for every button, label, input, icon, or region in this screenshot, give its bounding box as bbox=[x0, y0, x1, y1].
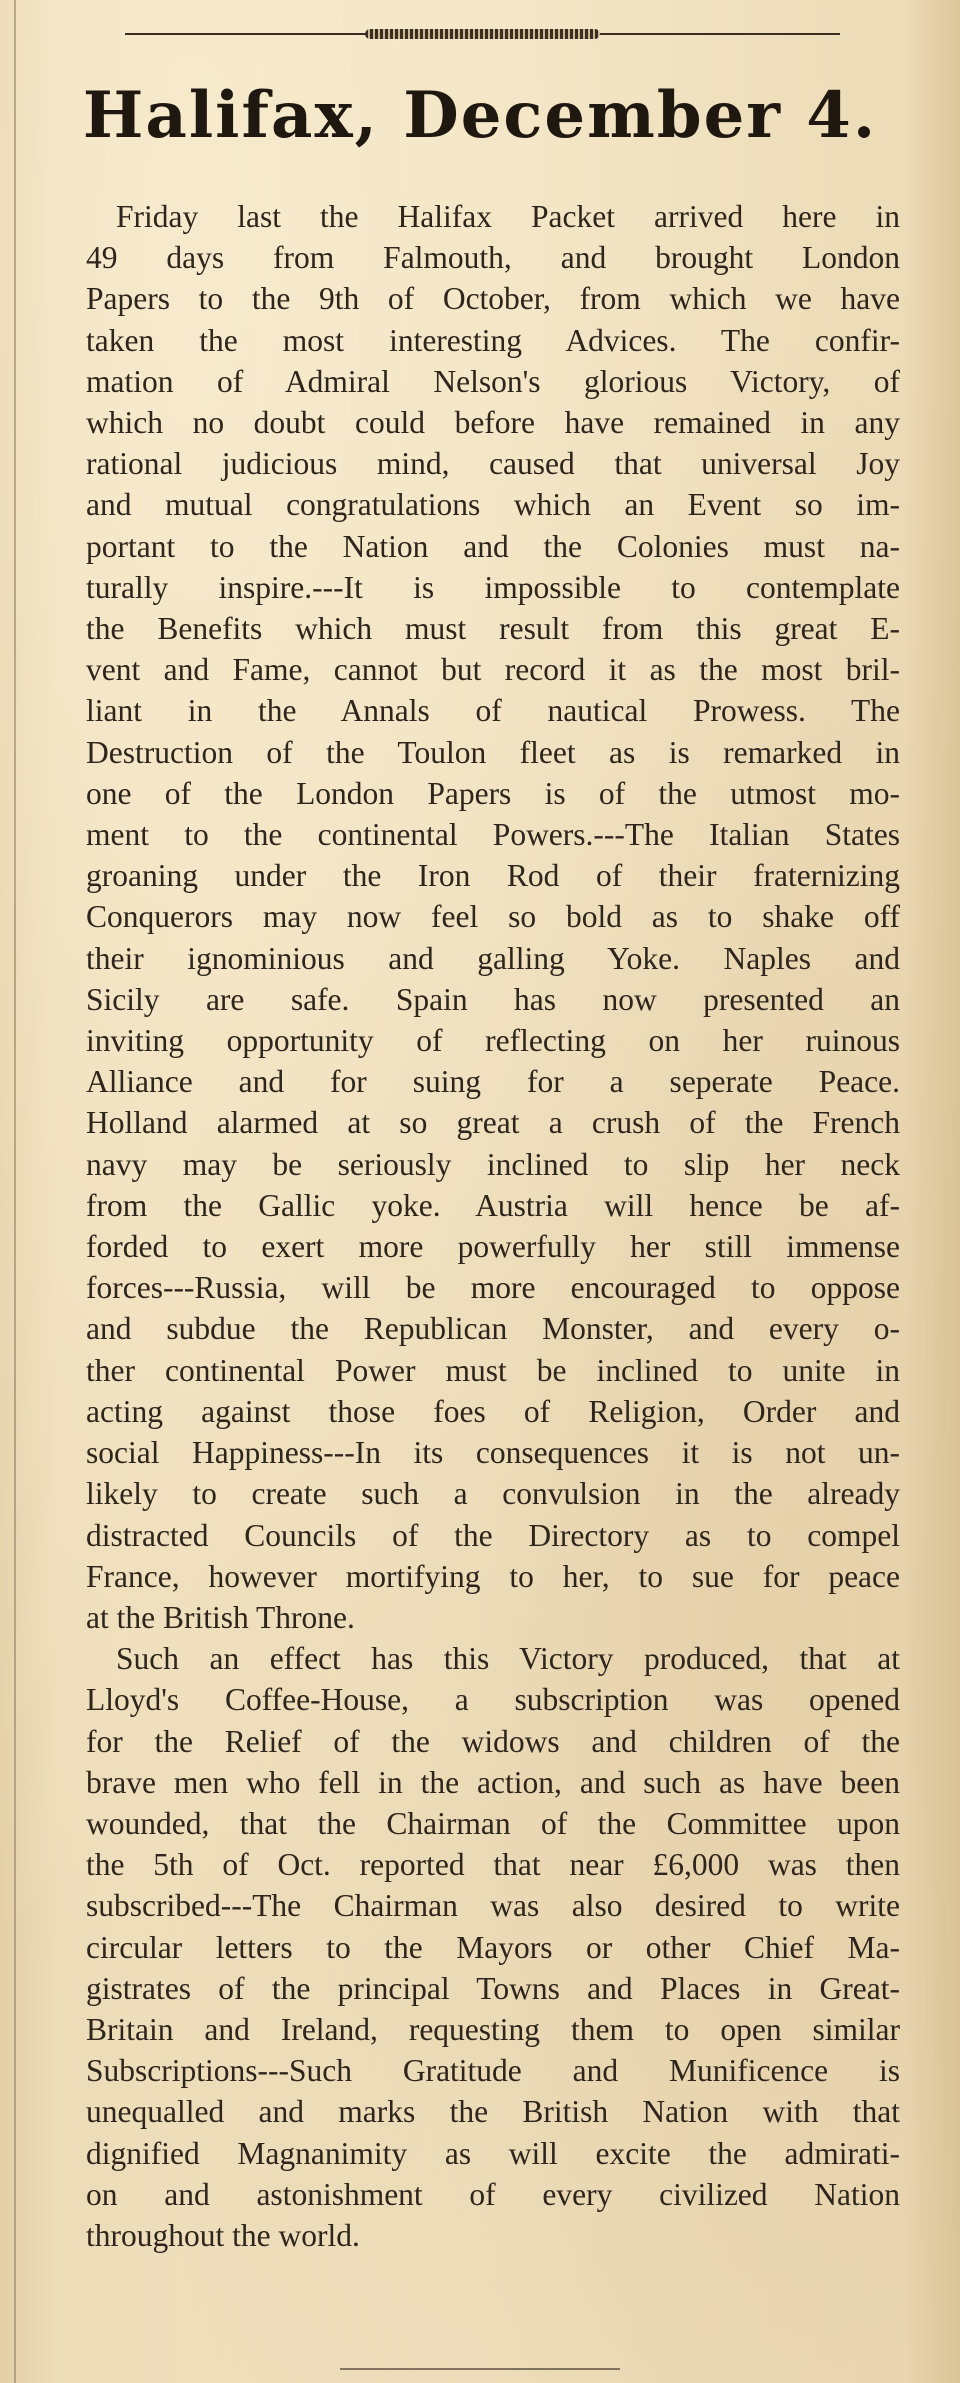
text-line: at the British Throne. bbox=[86, 1599, 355, 1635]
text-line: Destruction of the Toulon fleet as is remarked in bbox=[86, 734, 900, 770]
text-line: France, however mortifying to her, to sue for peace bbox=[86, 1558, 900, 1594]
text-line: on and astonishment of every civilized Nation bbox=[86, 2176, 900, 2212]
text-line: dignified Magnanimity as will excite the admirati- bbox=[86, 2135, 900, 2171]
text-line: distracted Councils of the Directory as to compel bbox=[86, 1517, 900, 1553]
top-ornamental-rule bbox=[125, 28, 840, 40]
text-line: portant to the Nation and the Colonies must na- bbox=[86, 528, 900, 564]
text-line: the 5th of Oct. reported that near £6,000 was then bbox=[86, 1847, 900, 1883]
text-line: Sicily are safe. Spain has now presented an bbox=[86, 981, 900, 1017]
headline: Halifax, December 4. bbox=[82, 78, 878, 153]
text-line: Friday last the Halifax Packet arrived here in bbox=[116, 199, 900, 234]
text-line: forces---Russia, will be more encouraged to oppose bbox=[86, 1270, 900, 1306]
text-line: vent and Fame, cannot but record it as the most bril- bbox=[86, 652, 900, 688]
text-line: and mutual congratulations which an Event so im- bbox=[86, 487, 900, 523]
text-line: liant in the Annals of nautical Prowess. The bbox=[86, 693, 900, 729]
text-line: unequalled and marks the British Nation with that bbox=[86, 2094, 900, 2130]
text-line: navy may be seriously inclined to slip her neck bbox=[86, 1146, 900, 1182]
text-line: ment to the continental Powers.---The Italian States bbox=[86, 817, 900, 853]
text-line: social Happiness---In its consequences it is not un- bbox=[86, 1435, 900, 1471]
text-line: turally inspire.---It is impossible to contemplate bbox=[86, 569, 900, 605]
text-line: 49 days from Falmouth, and brought London bbox=[86, 240, 900, 276]
text-line: inviting opportunity of reflecting on her ruinous bbox=[86, 1023, 900, 1059]
text-line: which no doubt could before have remained in any bbox=[86, 405, 900, 441]
text-line: rational judicious mind, caused that universal Joy bbox=[86, 446, 900, 482]
text-line: circular letters to the Mayors or other Chief Ma- bbox=[86, 1929, 900, 1965]
column-rule bbox=[14, 0, 16, 2383]
text-line: wounded, that the Chairman of the Committee upon bbox=[86, 1805, 900, 1841]
paragraph-2 bbox=[86, 1638, 900, 2256]
text-line: acting against those foes of Religion, Order and bbox=[86, 1393, 900, 1429]
text-line: Holland alarmed at so great a crush of the French bbox=[86, 1105, 900, 1141]
text-line: forded to exert more powerfully her still immense bbox=[86, 1229, 900, 1265]
text-line: likely to create such a convulsion in the already bbox=[86, 1476, 900, 1512]
rule-ornament bbox=[365, 29, 600, 39]
article-body bbox=[86, 196, 900, 2256]
text-line: one of the London Papers is of the utmost mo- bbox=[86, 775, 900, 811]
text-line: brave men who fell in the action, and such as have been bbox=[86, 1764, 900, 1800]
text-line: taken the most interesting Advices. The confir- bbox=[86, 322, 900, 358]
text-line: Conquerors may now feel so bold as to shake off bbox=[86, 899, 900, 935]
text-line: and subdue the Republican Monster, and every o- bbox=[86, 1311, 900, 1347]
paragraph-1 bbox=[86, 196, 900, 1638]
text-line: their ignominious and galling Yoke. Naples and bbox=[86, 940, 900, 976]
text-line: mation of Admiral Nelson's glorious Victory, of bbox=[86, 363, 900, 399]
text-line: groaning under the Iron Rod of their fraternizing bbox=[86, 858, 900, 894]
text-line: ther continental Power must be inclined to unite in bbox=[86, 1352, 900, 1388]
text-line: Britain and Ireland, requesting them to open similar bbox=[86, 2011, 900, 2047]
text-line: subscribed---The Chairman was also desired to write bbox=[86, 1888, 900, 1924]
text-line: the Benefits which must result from this great E- bbox=[86, 611, 900, 647]
text-line: throughout the world. bbox=[86, 2217, 360, 2253]
text-line: gistrates of the principal Towns and Places in Great- bbox=[86, 1970, 900, 2006]
text-line: Such an effect has this Victory produced, that at bbox=[116, 1641, 900, 1677]
text-line: Subscriptions---Such Gratitude and Munificence is bbox=[86, 2053, 900, 2089]
text-line: Alliance and for suing for a seperate Peace. bbox=[86, 1064, 900, 1100]
text-line: Lloyd's Coffee-House, a subscription was opened bbox=[86, 1682, 900, 1718]
text-line: for the Relief of the widows and children of the bbox=[86, 1723, 900, 1759]
text-line: Papers to the 9th of October, from which we have bbox=[86, 281, 900, 317]
text-line: from the Gallic yoke. Austria will hence be af- bbox=[86, 1187, 900, 1223]
bottom-rule bbox=[340, 2368, 620, 2370]
